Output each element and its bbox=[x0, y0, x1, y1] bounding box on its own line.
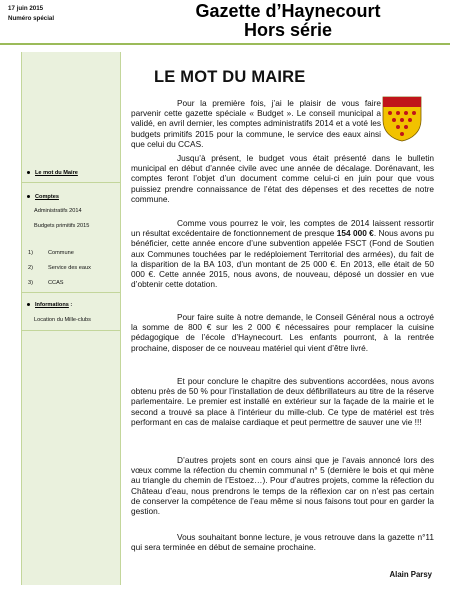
sidebar-num-commune bbox=[28, 249, 74, 257]
sidebar-divider bbox=[22, 292, 120, 293]
paragraph-1 bbox=[131, 98, 381, 149]
sidebar-sub-administratifs: Administratifs 2014 bbox=[34, 208, 82, 214]
paragraph-6 bbox=[131, 455, 434, 516]
paragraph-1-text: Pour la première fois, j’ai le plaisir de vous faire parvenir cette gazette spéciale « Budget ». Le conseil municipal a validé, en avril dernier, les comptes administratifs 2014 et a voté les budgets primitifs 2015 pour la commune, le service des eaux ainsi que celui du CCAS. bbox=[131, 98, 381, 149]
bullet-icon bbox=[27, 195, 30, 198]
sidebar-sub-budgets: Budgets primitifs 2015 bbox=[34, 223, 90, 229]
signature: Alain Parsy bbox=[389, 570, 432, 579]
sidebar-item-mot-du-maire[interactable] bbox=[27, 169, 119, 177]
paragraph-3-amount: 154 000 € bbox=[336, 228, 374, 239]
paragraph-3-text-c: . Nous avons pu bénéficier, cette année encore d’une subvention appelée FSCT (Fond de Soutien aux Communes touchées par le redéploiement Territorial des armées), du fait de la disparition de la BA 103, d’un montant de 25 000 €. En 2013, elle était de 50 000 €. Cette année 2015, nous avons, de nouveau, déposé un dossier en vue d’obtenir cette dotation. bbox=[131, 228, 434, 290]
issue-edition: Numéro spécial bbox=[8, 15, 55, 22]
sidebar-link-label[interactable]: Informations bbox=[35, 302, 69, 308]
bullet-icon bbox=[27, 303, 30, 306]
list-label: Service des eaux bbox=[48, 265, 91, 271]
sidebar-item-informations[interactable] bbox=[27, 301, 119, 309]
sidebar-item-comptes[interactable] bbox=[27, 193, 119, 201]
sidebar-link-suffix: : bbox=[68, 302, 73, 308]
paragraph-7-text: Vous souhaitant bonne lecture, je vous retrouve dans la gazette n°11 qui sera terminée en début de semaine prochaine. bbox=[131, 532, 434, 553]
list-label: CCAS bbox=[48, 280, 64, 286]
issue-date: 17 juin 2015 bbox=[8, 5, 44, 12]
list-label: Commune bbox=[48, 250, 74, 256]
list-number: 2) bbox=[28, 265, 33, 271]
list-number: 1) bbox=[28, 250, 33, 256]
paragraph-3-text-a: Comme vous pourrez le voir, les comptes de 2014 laissent ressortir un résultat excédentaire de fonctionnement de presque bbox=[131, 218, 434, 239]
sidebar-link-label[interactable]: Comptes bbox=[35, 194, 59, 200]
gazette-title-line2: Hors série bbox=[243, 20, 333, 40]
sidebar-num-ccas bbox=[28, 279, 64, 287]
bullet-icon bbox=[27, 171, 30, 174]
paragraph-2 bbox=[131, 153, 434, 204]
sidebar-divider bbox=[22, 182, 120, 183]
coat-of-arms-icon bbox=[382, 96, 422, 142]
gazette-title bbox=[186, 2, 390, 40]
sidebar-num-eaux bbox=[28, 264, 91, 272]
sidebar-link-label[interactable]: Le mot du Maire bbox=[35, 170, 78, 176]
article-title: LE MOT DU MAIRE bbox=[154, 68, 306, 86]
paragraph-4 bbox=[131, 312, 434, 353]
paragraph-2-text: Jusqu’à présent, le budget vous était présenté dans le bulletin municipal en début d’année civile avec une année de décalage. Dorénavant, les comptes feront l’objet d’un document comme celui-ci en juin pour que vous puissiez prendre connaissance de l’état des dépenses et des recettes de notre commune. bbox=[131, 153, 434, 204]
paragraph-3 bbox=[131, 218, 434, 289]
sidebar-sub-location: Location du Mille-clubs bbox=[34, 317, 91, 323]
gazette-title-line1: Gazette d’Haynecourt bbox=[195, 1, 381, 21]
sidebar bbox=[21, 52, 121, 585]
header-divider bbox=[0, 43, 450, 45]
sidebar-divider bbox=[22, 330, 120, 331]
list-number: 3) bbox=[28, 280, 33, 286]
paragraph-7 bbox=[131, 532, 434, 552]
header-meta bbox=[8, 4, 54, 24]
paragraph-6-text: D’autres projets sont en cours ainsi que je l’avais annoncé lors des vœux comme la réfection du chemin communal n° 5 (dernière le bois et qui mène au triangle du chemin de l’Estoez…). Pour d’autres projets, comme la réfection du Château d’eau, nous prendrons le temps de la réflexion car on n’est pas certain de conserver la compétence de l’eau même si nous faisons tout pour en garder la gestion. bbox=[131, 455, 434, 517]
paragraph-5 bbox=[131, 376, 434, 427]
paragraph-4-text: Pour faire suite à notre demande, le Conseil Général nous a octroyé la somme de 800 € sur les 2 000 € nécessaires pour remplacer la cuisine pédagogique de l’école d’Haynecourt. Les enfants pourront, à la rentrée prochaine, disposer de ce nouveau matériel qui vient d’être livré. bbox=[131, 312, 434, 353]
paragraph-5-text: Et pour conclure le chapitre des subventions accordées, nous avons obtenu près de 50 % pour l’installation de deux défibrillateurs au titre de la réserve parlementaire. Le premier est installé en extérieur sur la façade de la mairie et le second a trouvé sa place à l’intérieur du mille-club. Ce type de matériel est très performant en cas de malaise cardiaque et peut permettre de sauver une vie !!! bbox=[131, 376, 434, 427]
